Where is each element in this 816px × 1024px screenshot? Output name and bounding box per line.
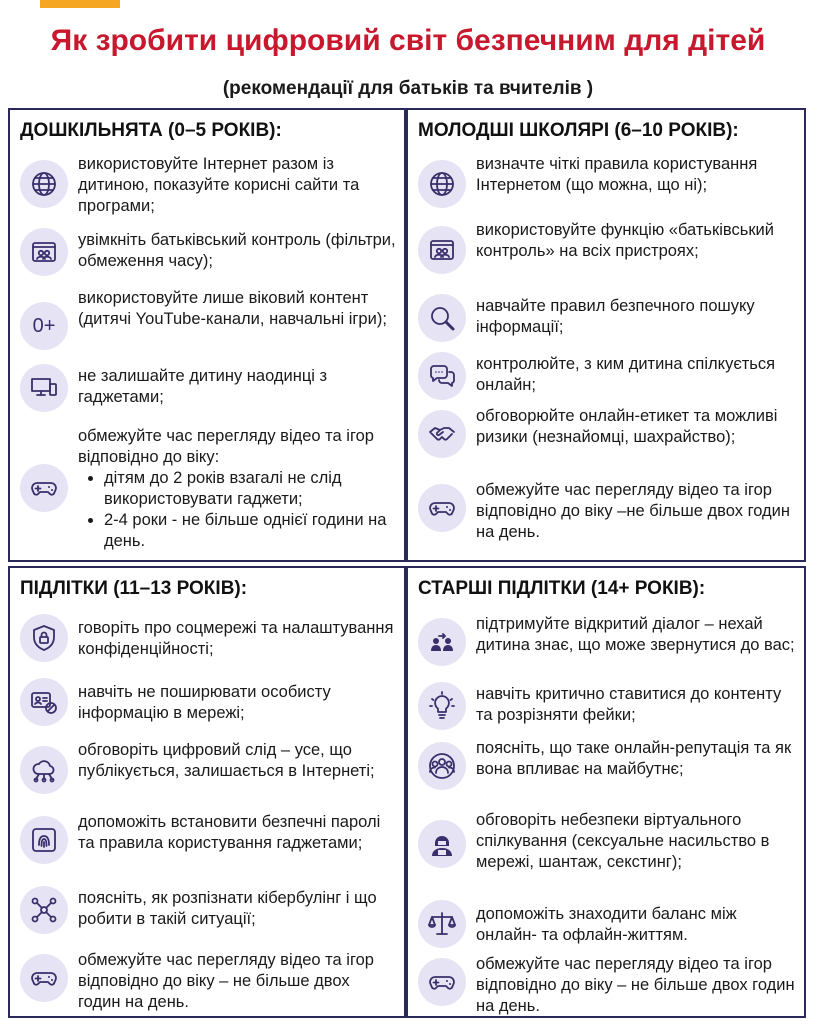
item-text: використовуйте функцію «батьківський контроль» на всіх пристроях; (476, 221, 774, 260)
gamepad-icon (20, 954, 68, 1002)
panel-preschool (8, 108, 406, 562)
parental-control-icon (418, 226, 466, 274)
panel-title: МОЛОДШІ ШКОЛЯРІ (6–10 РОКІВ): (418, 120, 739, 141)
panel-junior-school (406, 108, 806, 562)
search-icon (418, 294, 466, 342)
id-card-no-icon (20, 678, 68, 726)
gamepad-icon (20, 464, 68, 512)
item-text: не залишайте дитину наодинці з гаджетами; (78, 367, 328, 406)
dialog-people-icon (418, 618, 466, 666)
globe-icon (20, 160, 68, 208)
item-text: обговоріть небезпеки віртуального спілкування (сексуальне насильство в мережі, шантаж, секстинг); (476, 811, 770, 871)
group-icon (418, 742, 466, 790)
gamepad-icon (418, 958, 466, 1006)
shield-lock-icon (20, 614, 68, 662)
hacker-icon (418, 820, 466, 868)
item-text: контролюйте, з ким дитина спілкується онлайн; (476, 355, 776, 394)
fingerprint-icon (20, 816, 68, 864)
item-text: підтримуйте відкритий діалог – нехай дитина знає, що може звернутися до вас; (476, 615, 795, 654)
scales-icon (418, 900, 466, 948)
cloud-network-icon (20, 746, 68, 794)
item-text: увімкніть батьківський контроль (фільтри, обмеження часу); (78, 231, 396, 270)
item-text: обговорюйте онлайн-етикет та можливі ризики (незнайомці, шахрайство); (476, 407, 778, 446)
bullet-list (78, 468, 396, 552)
item-text: навчайте правил безпечного пошуку інформації; (476, 297, 755, 336)
devices-icon (20, 364, 68, 412)
item-text: використовуйте Інтернет разом із дитиною, показуйте корисні сайти та програми; (78, 155, 360, 215)
item-text: обговоріть цифровий слід – усе, що публікується, залишається в Інтернеті; (78, 741, 375, 780)
item-text-main: обмежуйте час перегляду відео та ігор відповідно до віку: (78, 427, 374, 466)
item-text: допоможіть встановити безпечні паролі та правила користування гаджетами; (78, 813, 381, 852)
bullet-item: • 2-4 роки - не більше однієї години на день. (104, 510, 396, 552)
item-text: навчіть не поширювати особисту інформацію в мережі; (78, 683, 331, 722)
age-zero-plus-icon: 0+ (20, 302, 68, 350)
item-text: поясніть, що таке онлайн-репутація та як вона впливає на майбутнє; (476, 739, 792, 778)
item-text: використовуйте лише віковий контент (дитячі YouTube-канали, навчальні ігри); (78, 289, 387, 328)
decorative-corner-bar (40, 0, 120, 8)
gamepad-icon (418, 484, 466, 532)
lightbulb-icon (418, 682, 466, 730)
page-title: Як зробити цифровий світ безпечним для дітей (50, 24, 766, 57)
item-text: обмежуйте час перегляду відео та ігор відповідно до віку –не більше двох годин на день. (476, 481, 791, 541)
item-text: навчіть критично ставитися до контенту та розрізняти фейки; (476, 685, 782, 724)
bullet-item: • дітям до 2 років взагалі не слід використовувати гаджети; (104, 468, 396, 510)
network-people-icon (20, 886, 68, 934)
item-text (78, 426, 396, 552)
panel-older-teens (406, 566, 806, 1018)
item-text: обмежуйте час перегляду відео та ігор відповідно до віку – не більше двох годин на день. (78, 951, 374, 1011)
item-text: говоріть про соцмережі та налаштування конфіденційності; (78, 619, 394, 658)
item-text: визначте чіткі правила користування Інтернетом (що можна, що ні); (476, 155, 758, 194)
item-text: поясніть, як розпізнати кібербулінг і що робити в такій ситуації; (78, 889, 377, 928)
item-text: обмежуйте час перегляду відео та ігор відповідно до віку – не більше двох годин на день. (476, 955, 795, 1015)
page-subtitle: (рекомендації для батьків та вчителів ) (222, 78, 594, 99)
panel-title: ПІДЛІТКИ (11–13 РОКІВ): (20, 578, 248, 599)
panel-teens (8, 566, 406, 1018)
chat-icon (418, 352, 466, 400)
handshake-icon (418, 410, 466, 458)
item-text: допоможіть знаходити баланс між онлайн- та офлайн-життям. (476, 905, 737, 944)
globe-icon (418, 160, 466, 208)
panel-title: ДОШКІЛЬНЯТА (0–5 РОКІВ): (20, 120, 282, 141)
parental-control-icon (20, 228, 68, 276)
panel-title: СТАРШІ ПІДЛІТКИ (14+ РОКІВ): (418, 578, 706, 599)
